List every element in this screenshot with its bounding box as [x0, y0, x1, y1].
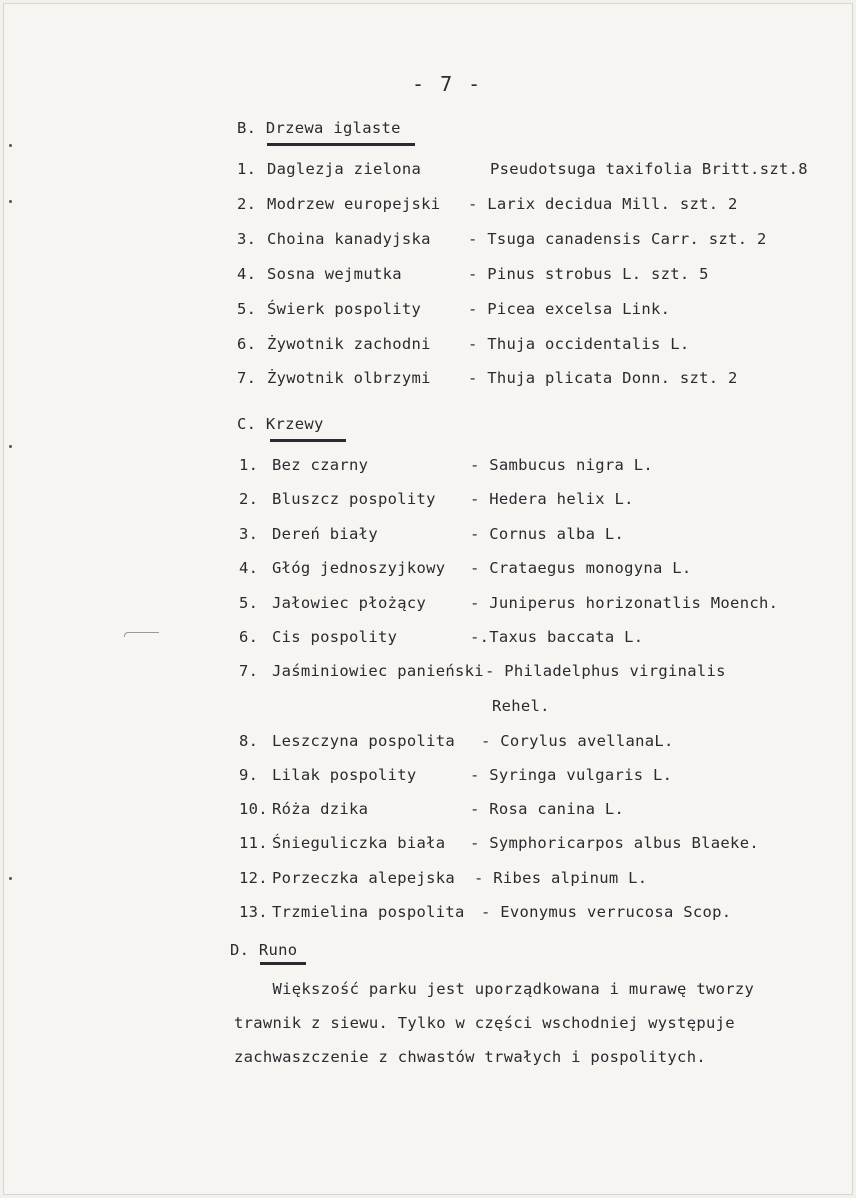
list-item-num: 1. [239, 456, 259, 474]
list-item-name: Śnieguliczka biała [272, 834, 446, 852]
list-item-name: Lilak pospolity [272, 766, 417, 784]
paragraph-line-1: Większość parku jest uporządkowana i murawę tworzy [234, 980, 755, 998]
list-item-latin: - Thuja plicata Donn. szt. 2 [468, 369, 738, 387]
list-item-latin: - Pinus strobus L. szt. 5 [468, 265, 709, 283]
list-item-latin: - Sambucus nigra L. [470, 456, 654, 474]
list-item-latin: Pseudotsuga taxifolia Britt.szt.8 [490, 160, 808, 178]
list-item-name: Żywotnik zachodni [267, 335, 431, 353]
list-item-num: 2. [237, 195, 257, 213]
list-item-num: 2. [239, 490, 259, 508]
list-item-latin: - Larix decidua Mill. szt. 2 [468, 195, 738, 213]
margin-speck [9, 144, 12, 147]
list-item-latin: - Thuja occidentalis L. [468, 335, 690, 353]
margin-speck [9, 445, 12, 448]
list-item-num: 3. [239, 525, 259, 543]
list-item-latin: Rehel. [492, 697, 550, 715]
paragraph-line-3: zachwaszczenie z chwastów trwałych i pospolitych. [234, 1048, 706, 1066]
section-b-underline [267, 143, 415, 146]
list-item-name: Daglezja zielona [267, 160, 422, 178]
list-item-num: 13. [239, 903, 268, 921]
list-item-num: 7. [237, 369, 257, 387]
list-item-latin: - Juniperus horizonatlis Moench. [470, 594, 779, 612]
list-item-latin: - Crataegus monogyna L. [470, 559, 692, 577]
list-item-name: Jałowiec płożący [272, 594, 427, 612]
list-item-name: Sosna wejmutka [267, 265, 402, 283]
list-item-name: Dereń biały [272, 525, 378, 543]
list-item-latin: - Tsuga canadensis Carr. szt. 2 [468, 230, 767, 248]
list-item-latin: - Corylus avellanaL. [481, 732, 674, 750]
section-c-underline [270, 439, 346, 442]
list-item-name: Róża dzika [272, 800, 369, 818]
list-item-latin: - Symphoricarpos albus Blaeke. [470, 834, 759, 852]
list-item-num: 3. [237, 230, 257, 248]
section-d-heading: D. Runo [230, 941, 298, 959]
list-item-name: Leszczyna pospolita [272, 732, 456, 750]
list-item-latin: - Evonymus verrucosa Scop. [481, 903, 732, 921]
list-item-name: Porzeczka alepejska [272, 869, 456, 887]
list-item-name: Trzmielina pospolita [272, 903, 465, 921]
section-b-heading: B. Drzewa iglaste [237, 119, 401, 137]
list-item-name: Głóg jednoszyjkowy [272, 559, 446, 577]
margin-mark [124, 632, 159, 637]
list-item-num: 5. [237, 300, 257, 318]
list-item-num: 6. [239, 628, 259, 646]
paragraph-line-2: trawnik z siewu. Tylko w części wschodniej występuje [234, 1014, 735, 1032]
list-item-latin: - Cornus alba L. [470, 525, 625, 543]
document-page [3, 3, 853, 1195]
list-item-name: Żywotnik olbrzymi [267, 369, 431, 387]
list-item-num: 11. [239, 834, 268, 852]
list-item-name: Choina kanadyjska [267, 230, 431, 248]
list-item-num: 7. [239, 662, 259, 680]
section-c-heading: C. Krzewy [237, 415, 324, 433]
list-item-name: Cis pospolity [272, 628, 398, 646]
list-item-num: 4. [237, 265, 257, 283]
list-item-latin: - Picea excelsa Link. [468, 300, 671, 318]
list-item-latin: -.Taxus baccata L. [470, 628, 644, 646]
list-item-name: Bez czarny [272, 456, 369, 474]
margin-speck [9, 200, 12, 203]
section-d-underline [260, 962, 306, 965]
list-item-num: 8. [239, 732, 259, 750]
list-item-latin: - Syringa vulgaris L. [470, 766, 673, 784]
list-item-name: Jaśminiowiec panieński [272, 662, 484, 680]
list-item-latin: - Philadelphus virginalis [485, 662, 726, 680]
list-item-latin: - Hedera helix L. [470, 490, 634, 508]
list-item-name: Bluszcz pospolity [272, 490, 436, 508]
list-item-num: 10. [239, 800, 268, 818]
list-item-num: 1. [237, 160, 257, 178]
list-item-name: Świerk pospolity [267, 300, 422, 318]
list-item-latin: - Rosa canina L. [470, 800, 625, 818]
list-item-num: 9. [239, 766, 259, 784]
list-item-num: 4. [239, 559, 259, 577]
list-item-num: 6. [237, 335, 257, 353]
list-item-name: Modrzew europejski [267, 195, 441, 213]
list-item-latin: - Ribes alpinum L. [474, 869, 648, 887]
list-item-num: 5. [239, 594, 259, 612]
page-number: - 7 - [412, 72, 483, 96]
list-item-num: 12. [239, 869, 268, 887]
margin-speck [9, 877, 12, 880]
